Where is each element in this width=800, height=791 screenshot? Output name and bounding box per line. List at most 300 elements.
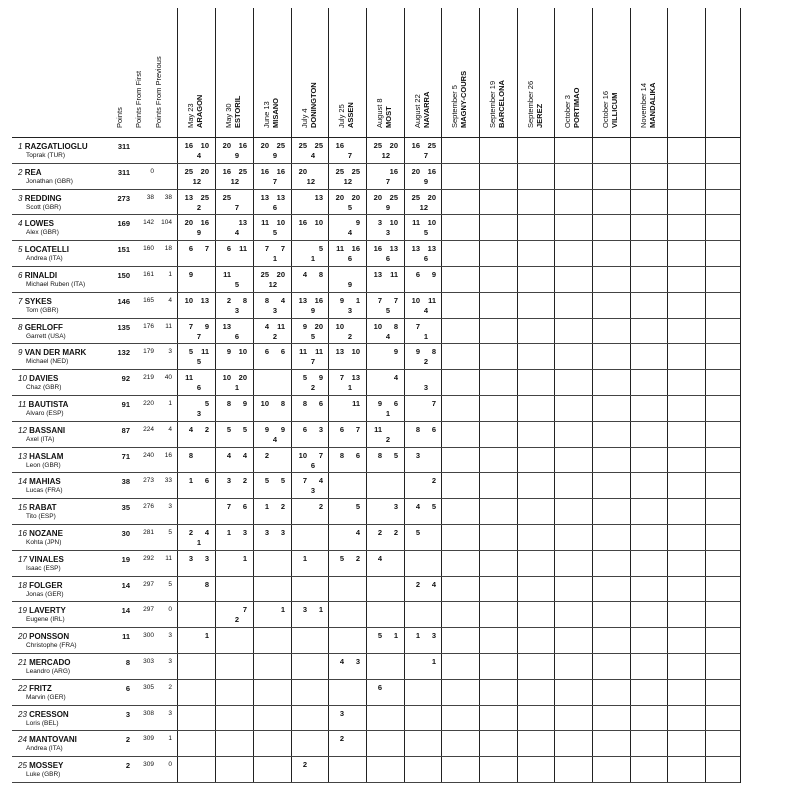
points-from-previous: 4	[168, 296, 172, 304]
race-points: 9	[393, 347, 398, 357]
rider-position: 6	[18, 271, 23, 280]
rider-firstname: Lucas (FRA)	[26, 487, 63, 495]
race-points: 8	[318, 270, 323, 279]
points-from-previous: 3	[168, 658, 172, 665]
race-points: 25	[351, 166, 360, 176]
race-points: 10	[335, 321, 344, 331]
superpole-points: 7	[385, 176, 390, 186]
race-points: 4	[393, 373, 398, 383]
race-points: 25	[238, 166, 247, 176]
race-points: 13	[314, 192, 323, 202]
rider-name	[18, 452, 63, 469]
row-divider	[12, 240, 740, 241]
race-points: 11	[336, 244, 344, 254]
rider-position: 5	[18, 245, 23, 255]
row-divider	[12, 189, 740, 190]
round-date: July 4	[300, 108, 309, 128]
points-from-previous: 5	[168, 580, 172, 588]
race-points: 7	[280, 244, 285, 254]
race-points: 6	[242, 502, 247, 512]
rider-firstname: Axel (ITA)	[26, 435, 55, 443]
rider-points: 3	[125, 709, 130, 719]
row-divider	[12, 472, 740, 473]
superpole-points: 3	[272, 305, 277, 315]
race-points: 20	[314, 321, 323, 331]
race-points: 3	[355, 657, 360, 666]
race-points: 7	[431, 399, 436, 408]
race-points: 16	[351, 244, 360, 254]
round-venue: MISANO	[271, 98, 280, 128]
race-points: 4	[355, 528, 360, 537]
points-from-first: 297	[143, 606, 154, 614]
superpole-points: 7	[272, 176, 277, 186]
rider-firstname: Leon (GBR)	[26, 461, 61, 469]
race-points: 9	[226, 347, 231, 357]
superpole-points: 2	[347, 331, 352, 341]
rider-name	[18, 245, 69, 262]
race-points: 5	[377, 631, 382, 641]
rider-firstname: Alex (GBR)	[26, 229, 59, 237]
race-points: 8	[242, 295, 247, 305]
rider-surname: VAN DER MARK	[24, 348, 87, 358]
race-points: 8	[377, 450, 382, 460]
rider-name	[18, 194, 62, 211]
race-points: 4	[318, 476, 323, 486]
rider-points: 151	[117, 245, 130, 255]
points-from-previous: 11	[165, 322, 172, 330]
race-points: 20	[351, 192, 360, 202]
race-points: 8	[188, 450, 193, 460]
superpole-points: 1	[423, 331, 428, 341]
superpole-points: 12	[419, 202, 428, 212]
rider-surname: DAVIES	[29, 374, 59, 384]
race-points: 11	[428, 295, 436, 305]
round-date: November 14	[639, 82, 648, 128]
rider-points: 150	[117, 271, 130, 280]
rider-position: 19	[18, 606, 27, 616]
race-points: 9	[377, 399, 382, 408]
superpole-points: 1	[234, 383, 239, 393]
race-points: 8	[280, 399, 285, 408]
race-points: 2	[302, 760, 307, 770]
round-header	[300, 82, 318, 128]
race-points: 8	[204, 579, 209, 589]
rider-surname: MANTOVANI	[29, 735, 77, 745]
race-points: 10	[238, 347, 247, 357]
points-from-previous: 1	[168, 400, 172, 407]
rider-surname: BASSANI	[29, 425, 66, 435]
rider-firstname: Luke (GBR)	[26, 771, 61, 779]
race-points: 16	[222, 166, 231, 176]
round-header	[224, 96, 242, 128]
race-points: 13	[298, 295, 307, 305]
stat-header: Points From First	[134, 70, 143, 128]
race-points: 5	[393, 450, 398, 460]
race-points: 9	[204, 321, 209, 331]
race-points: 9	[318, 373, 323, 383]
race-points: 13	[222, 321, 231, 331]
rider-surname: MOSSEY	[29, 761, 64, 771]
points-from-previous: 0	[168, 761, 172, 769]
header-divider	[12, 137, 740, 138]
rider-position: 18	[18, 580, 27, 590]
rider-position: 4	[18, 219, 23, 229]
points-from-first: 308	[143, 709, 154, 717]
rider-position: 8	[18, 322, 23, 332]
superpole-points: 9	[234, 151, 239, 160]
race-points: 20	[276, 270, 285, 279]
race-points: 1	[393, 631, 398, 641]
rider-firstname: Jonas (GER)	[26, 590, 64, 598]
race-points: 1	[318, 605, 323, 615]
race-points: 8	[339, 450, 344, 460]
round-venue: BARCELONA	[497, 80, 506, 128]
race-points: 25	[314, 141, 323, 150]
race-points: 4	[242, 450, 247, 460]
points-from-first: 309	[143, 761, 154, 769]
race-points: 2	[264, 450, 269, 460]
round-date: September 5	[450, 85, 459, 128]
superpole-points: 1	[310, 254, 315, 264]
race-points: 3	[226, 476, 231, 486]
race-points: 4	[188, 424, 193, 434]
rider-position: 13	[18, 451, 27, 461]
points-from-first: 220	[143, 400, 154, 407]
race-points: 11	[277, 321, 285, 331]
round-date: August 22	[413, 94, 422, 128]
column-divider	[740, 8, 741, 783]
race-points: 11	[390, 270, 398, 279]
superpole-points: 6	[385, 254, 390, 264]
race-points: 4	[264, 321, 269, 331]
race-points: 5	[242, 424, 247, 434]
race-points: 8	[226, 399, 231, 408]
rider-name	[18, 555, 64, 572]
rider-surname: REDDING	[24, 193, 62, 203]
race-points: 8	[393, 321, 398, 331]
race-points: 9	[188, 270, 193, 279]
rider-surname: VINALES	[29, 554, 64, 564]
round-venue: MANDALIKA	[648, 82, 657, 128]
race-points: 25	[298, 141, 307, 150]
rider-name	[18, 684, 66, 701]
points-from-previous: 3	[168, 348, 172, 356]
points-from-previous: 18	[164, 245, 172, 253]
race-points: 13	[276, 192, 285, 202]
race-points: 4	[280, 295, 285, 305]
row-divider	[12, 705, 740, 706]
rider-firstname: Tom (GBR)	[26, 306, 59, 314]
rider-name	[18, 426, 65, 443]
rider-points: 91	[121, 400, 130, 409]
rider-name	[18, 606, 66, 623]
race-points: 10	[427, 218, 436, 228]
superpole-points: 7	[347, 151, 352, 160]
race-points: 9	[431, 270, 436, 279]
round-date: October 16	[601, 90, 610, 128]
rider-position: 11	[18, 400, 27, 409]
race-points: 7	[377, 295, 382, 305]
race-points: 10	[184, 295, 193, 305]
superpole-points: 4	[310, 151, 315, 160]
race-points: 10	[276, 218, 285, 228]
points-from-first: 176	[143, 322, 154, 330]
race-points: 5	[280, 476, 285, 486]
superpole-points: 6	[423, 254, 428, 264]
round-venue: JEREZ	[535, 103, 544, 128]
points-from-previous: 33	[164, 477, 172, 485]
race-points: 1	[431, 657, 436, 666]
rider-firstname: Chaz (GBR)	[26, 384, 62, 392]
race-points: 6	[302, 424, 307, 434]
superpole-points: 4	[347, 228, 352, 238]
rider-position: 10	[18, 374, 27, 384]
race-points: 13	[184, 192, 193, 202]
points-from-previous: 38	[164, 193, 172, 201]
points-from-previous: 1	[168, 271, 172, 278]
race-points: 11	[299, 347, 307, 357]
row-divider	[12, 214, 740, 215]
rider-points: 92	[121, 374, 130, 384]
race-points: 25	[260, 270, 269, 279]
points-from-previous: 104	[161, 219, 172, 227]
rider-points: 169	[117, 219, 130, 229]
points-from-first: 38	[146, 193, 154, 201]
rider-position: 7	[18, 296, 23, 306]
race-points: 10	[389, 218, 398, 228]
race-points: 7	[204, 244, 209, 254]
rider-points: 8	[125, 658, 130, 667]
race-points: 5	[188, 347, 193, 357]
superpole-points: 5	[234, 280, 239, 289]
points-from-first: 165	[143, 296, 154, 304]
superpole-points: 6	[347, 254, 352, 264]
race-points: 16	[389, 166, 398, 176]
rider-position: 17	[18, 554, 27, 564]
rider-surname: SYKES	[24, 296, 52, 306]
points-from-previous: 0	[168, 606, 172, 614]
rider-firstname: Garrett (USA)	[26, 332, 66, 340]
race-points: 1	[188, 476, 193, 486]
row-divider	[12, 730, 740, 731]
rider-name	[18, 632, 77, 649]
round-date: September 26	[526, 80, 535, 128]
points-from-first: 303	[143, 658, 154, 665]
superpole-points: 4	[196, 151, 201, 160]
race-points: 25	[222, 192, 231, 202]
race-points: 5	[431, 502, 436, 512]
race-points: 2	[242, 476, 247, 486]
rider-name	[18, 400, 68, 417]
superpole-points: 3	[385, 228, 390, 238]
points-from-first: 300	[143, 632, 154, 640]
row-divider	[12, 756, 740, 757]
stat-header: Points	[115, 107, 124, 128]
rider-firstname: Eugene (IRL)	[26, 616, 65, 624]
row-divider	[12, 627, 740, 628]
row-divider	[12, 163, 740, 164]
rider-name	[18, 477, 62, 494]
superpole-points: 5	[272, 228, 277, 238]
race-points: 8	[302, 399, 307, 408]
points-from-first: 292	[143, 554, 154, 562]
rider-position: 15	[18, 503, 27, 513]
rider-surname: BAUTISTA	[28, 400, 69, 409]
rider-firstname: Christophe (FRA)	[26, 642, 77, 650]
race-points: 5	[318, 244, 323, 254]
race-points: 7	[242, 605, 247, 615]
race-points: 9	[339, 295, 344, 305]
race-points: 16	[314, 295, 323, 305]
race-points: 25	[200, 192, 209, 202]
race-points: 4	[204, 528, 209, 537]
round-venue: ARAGON	[195, 94, 204, 128]
rider-firstname: Jonathan (GBR)	[26, 177, 73, 185]
race-points: 7	[415, 321, 420, 331]
race-points: 8	[415, 424, 420, 434]
race-points: 10	[298, 450, 307, 460]
rider-name	[18, 529, 63, 546]
round-venue: VILLICUM	[610, 92, 619, 128]
superpole-points: 2	[385, 434, 390, 444]
race-points: 6	[339, 424, 344, 434]
superpole-points: 3	[234, 305, 239, 315]
rider-name	[18, 219, 59, 236]
points-from-first: 305	[143, 683, 154, 691]
rider-surname: FOLGER	[29, 580, 63, 590]
race-points: 6	[415, 270, 420, 279]
race-points: 2	[415, 579, 420, 589]
rider-points: 311	[117, 167, 130, 177]
row-divider	[12, 343, 740, 344]
row-divider	[12, 421, 740, 422]
superpole-points: 2	[423, 357, 428, 367]
points-from-first: 160	[143, 245, 154, 253]
rider-name	[18, 297, 59, 314]
race-points: 16	[260, 166, 269, 176]
race-points: 16	[335, 141, 344, 150]
superpole-points: 9	[423, 176, 428, 186]
points-from-first: 179	[143, 348, 154, 356]
points-from-previous: 5	[168, 529, 172, 536]
race-points: 13	[351, 373, 360, 383]
rider-position: 16	[18, 529, 27, 538]
rider-firstname: Toprak (TUR)	[26, 152, 66, 159]
race-points: 16	[427, 166, 436, 176]
rider-surname: GERLOFF	[24, 322, 63, 332]
points-from-first: 240	[143, 451, 154, 459]
race-points: 8	[431, 347, 436, 357]
race-points: 13	[389, 244, 398, 254]
points-from-previous: 4	[168, 425, 172, 433]
superpole-points: 2	[234, 615, 239, 625]
round-date: May 23	[186, 103, 195, 128]
superpole-points: 6	[310, 460, 315, 470]
rider-points: 273	[117, 193, 130, 203]
rider-surname: RINALDI	[24, 271, 58, 280]
superpole-points: 4	[423, 305, 428, 315]
rider-firstname: Michael Ruben (ITA)	[26, 281, 86, 288]
superpole-points: 2	[196, 202, 201, 212]
points-from-previous: 16	[164, 451, 172, 459]
row-divider	[12, 576, 740, 577]
rider-position: 9	[18, 348, 23, 358]
points-from-first: 276	[143, 503, 154, 511]
superpole-points: 9	[347, 280, 352, 289]
rider-name	[18, 658, 70, 675]
race-points: 9	[302, 321, 307, 331]
rider-position: 24	[18, 735, 27, 745]
points-from-previous: 1	[168, 735, 172, 743]
race-points: 5	[204, 399, 209, 408]
race-points: 16	[411, 141, 420, 150]
race-points: 11	[374, 424, 382, 434]
rider-points: 14	[121, 580, 130, 590]
rider-surname: MERCADO	[29, 658, 71, 667]
race-points: 11	[239, 244, 247, 254]
race-points: 10	[260, 399, 269, 408]
rider-firstname: Michael (NED)	[26, 358, 69, 366]
race-points: 5	[415, 528, 420, 537]
race-points: 20	[184, 218, 193, 228]
race-points: 8	[264, 295, 269, 305]
rider-points: 2	[125, 761, 130, 771]
race-points: 3	[204, 553, 209, 563]
rider-firstname: Andrea (ITA)	[26, 745, 63, 753]
race-points: 10	[200, 141, 209, 150]
rider-firstname: Alvaro (ESP)	[26, 410, 64, 417]
rider-points: 19	[121, 554, 130, 564]
rider-name	[18, 710, 69, 727]
race-points: 11	[201, 347, 209, 357]
rider-surname: PONSSON	[29, 632, 70, 642]
race-points: 20	[427, 192, 436, 202]
race-points: 16	[184, 141, 193, 150]
rider-points: 71	[121, 451, 130, 461]
race-points: 20	[260, 141, 269, 150]
superpole-points: 5	[347, 202, 352, 212]
superpole-points: 12	[381, 151, 390, 160]
points-from-first: 297	[143, 580, 154, 588]
rider-position: 22	[18, 683, 27, 693]
round-venue: NAVARRA	[422, 91, 431, 128]
rider-firstname: Andrea (ITA)	[26, 255, 63, 263]
rider-points: 6	[125, 683, 130, 693]
race-points: 25	[184, 166, 193, 176]
rider-position: 1	[18, 142, 23, 151]
points-from-previous: 2	[168, 683, 172, 691]
rider-position: 2	[18, 167, 23, 177]
rider-position: 23	[18, 709, 27, 719]
race-points: 6	[264, 347, 269, 357]
points-from-first: 224	[143, 425, 154, 433]
stat-header: Points From Previous	[154, 56, 163, 128]
race-points: 20	[298, 166, 307, 176]
race-points: 9	[242, 399, 247, 408]
round-date: October 3	[563, 95, 572, 128]
rider-surname: HASLAM	[29, 451, 64, 461]
rider-name	[18, 323, 66, 340]
race-points: 25	[389, 192, 398, 202]
superpole-points: 1	[385, 409, 390, 418]
race-points: 2	[318, 502, 323, 512]
round-header	[639, 83, 657, 128]
rider-points: 87	[121, 425, 130, 435]
race-points: 10	[373, 321, 382, 331]
race-points: 20	[389, 141, 398, 150]
race-points: 20	[373, 192, 382, 202]
race-points: 4	[302, 270, 307, 279]
